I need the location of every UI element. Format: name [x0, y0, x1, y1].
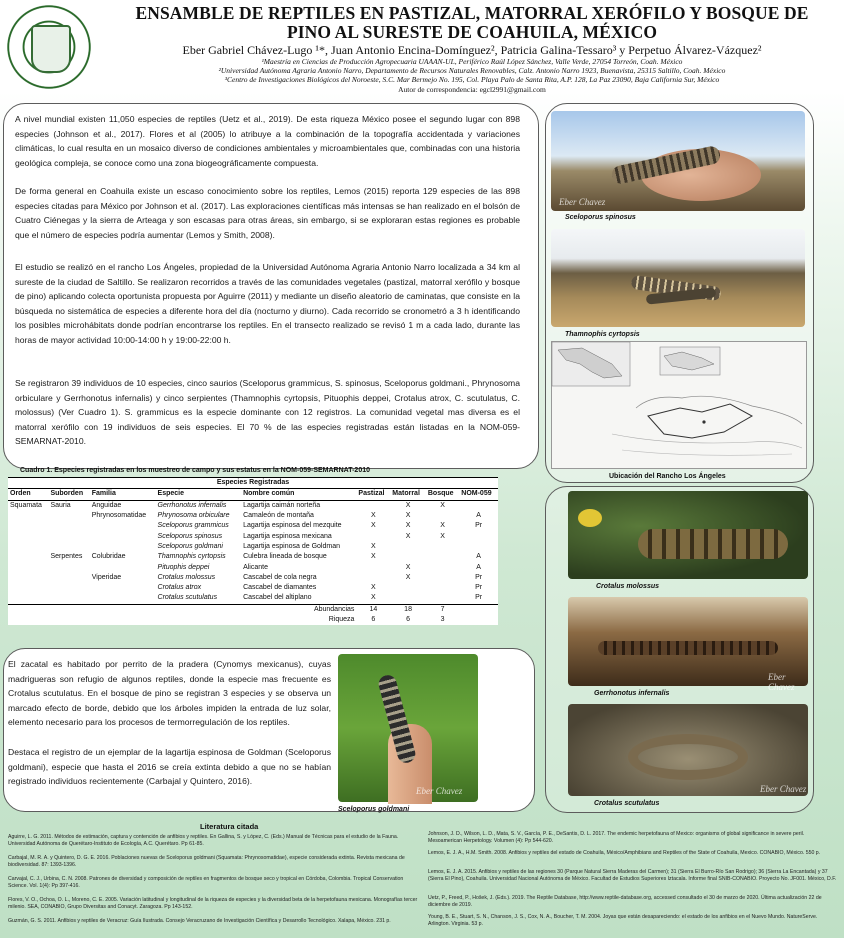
table-cell: Viperidae	[91, 573, 122, 581]
table-row	[8, 511, 498, 521]
results-paragraph: Se registraron 39 individuos de 10 especies, cinco saurios (Sceloporus grammicus, S. spinosus, Sceloporus goldmani., Phrynosoma orbiculare y Gerrhonotus infernalis) y cinco serpientes (Thamnophis cyrtopsis, Pituophis deppei, Crotalus atrox, C. scutulatus, C. molossus) (Ver Cuadro 1). S. grammicus es la especie dominante con 12 registros. La comunidad vegetal mas diversa es el matorral xerófilo con 19 individuos de seis especies. El 70 % de las especies registradas están listadas en la NOM-059-SEMARNAT-2010.	[15, 378, 520, 447]
reference-item: Lemos, E. J. A. 2015. Anfibios y reptiles de las regiones 30 (Parque Natural Sierra Maderas del Carmen); 31 (Sierra El Burro-Río San Rodrigo); 36 (Sierra La Encantada) y 37 (Sierra El Pino), Coahuila. Universidad Nacional Autónoma de México. Facultad de Estudios Superiores Iztacala. Informe final SNIB-CONABIO. Proyecto No. JF001. México, D.F.	[428, 869, 837, 882]
table-cell	[48, 562, 89, 572]
university-seal-logo	[3, 3, 95, 91]
caption-sceloporus-goldmani: Sceloporus goldmani	[338, 806, 410, 813]
col-bosque: Bosque	[426, 489, 459, 500]
table-cell: Crotalus molossus	[157, 573, 216, 581]
table-cell: X	[440, 501, 445, 509]
table-cell: X	[371, 522, 376, 530]
table-cell	[8, 552, 48, 562]
table-cell: Culebra lineada de bosque	[243, 553, 327, 561]
intro-paragraph-1: A nivel mundial existen 11,050 especies de reptiles (Uetz et al., 2019). De esta riqueza México posee el segundo lugar con 898 especies (Johnson et al., 2017). Flores et al (2005) lo atribuye a la combinación de la topografía accidentada y variaciones climáticas, lo cual resulta en un mosaico diverso de condiciones ambientales y microambientales que, combinadas con una historia geológica compleja, se conoce como una zona biogeográficamente compuesta.	[15, 114, 520, 168]
table-cell	[8, 511, 48, 521]
table-cell	[48, 542, 89, 552]
table-cell: Cascabel de diamantes	[243, 584, 317, 592]
table-cell: Lagartija espinosa de Goldman	[243, 542, 340, 550]
photo-watermark: Eber Chavez	[416, 786, 463, 796]
table-row	[8, 593, 498, 604]
table-cell	[90, 593, 156, 604]
reference-item: Guzmán, G. S. 2011. Anfibios y reptiles de Veracruz: Guía Ilustrada. Consejo Veracruzano de Investigación Científica y Desarrollo Tecnológico. Xalapa, México. 231 p.	[8, 918, 391, 924]
discussion-paragraph-2: Destaca el registro de un ejemplar de la lagartija espinosa de Goldman (Sceloporus goldmani), especie que hasta el 2016 se creía extinta debido a que no se habían registrado individuos recientemente (Carbajal y Quintero, 2016).	[8, 747, 331, 787]
table-row	[8, 542, 498, 552]
table-cell: Pr	[475, 522, 483, 530]
table-row	[8, 583, 498, 593]
table-cell: Lagartija espinosa mexicana	[243, 532, 332, 540]
table-cell: X	[440, 532, 445, 540]
table-cell	[426, 562, 459, 572]
col-suborden: Suborden	[48, 489, 89, 500]
table-cell: Cascabel del altiplano	[243, 594, 312, 602]
table-cell	[459, 542, 498, 552]
table-cell: X	[371, 542, 376, 550]
col-nombre-comun: Nombre común	[241, 489, 356, 500]
table-row	[8, 500, 498, 511]
table-cell: X	[405, 501, 411, 509]
caption-map: Ubicación del Rancho Los Ángeles	[609, 473, 726, 480]
sceloporus-spinosus-photo	[551, 111, 805, 211]
table-cell: Thamnophis cyrtopsis	[157, 553, 226, 561]
table-cell: X	[440, 522, 445, 530]
table-cell	[356, 531, 390, 541]
table-cell: X	[371, 594, 376, 602]
table-cell	[48, 593, 89, 604]
table-cell	[8, 531, 48, 541]
table-cell: Alicante	[243, 563, 268, 571]
reference-item: Carvajal, C. J., Urbina, C. N. 2008. Patrones de diversidad y composición de reptiles en fragmentos de bosque seco y tropical en Córdoba, Colombia. Tropical Conservation Science. Vol. 1(4): Pp 397-416.	[8, 876, 404, 889]
table-cell: X	[405, 573, 411, 581]
table-cell	[390, 542, 426, 552]
sceloporus-goldmani-photo	[338, 654, 478, 802]
table-cell: A	[476, 512, 481, 520]
table-cell: Lagartija caimán norteña	[243, 501, 321, 509]
table-header-row	[8, 489, 498, 500]
table-cell	[48, 521, 89, 531]
table-cell: Lagartija espinosa del mezquite	[243, 522, 342, 530]
table-cell: Phrynosoma orbiculare	[157, 512, 230, 520]
location-map	[551, 341, 807, 469]
riqueza-pastizal: 6	[371, 616, 376, 623]
table-cell	[48, 573, 89, 583]
title-line-2: PINO AL SURESTE DE COAHUILA, MÉXICO	[286, 22, 658, 42]
reference-item: Flores, V. O., Ochoa, O. L., Moreno, C. E. 2005. Variación latitudinal y longitudinal de la riqueza de especies y la diversidad beta de la herpetofauna mexicana. Monografías tercer milenio. SEA, CONABIO, Grupo Diversitas and Conacyt. Zaragoza. Pp 143-152.	[8, 897, 418, 910]
table-cell	[426, 573, 459, 583]
table-row	[8, 521, 498, 531]
caption-crotalus-molossus: Crotalus molossus	[596, 583, 660, 590]
reference-item: Johnson, J. D., Wilson, L. D., Mata, S. V., García, P. E., DeSantis, D. L. 2017. The endemic herpetofauna of Mexico: organisms of global significance in severe peril. Mesoamerican Herpetology. Volumen (4): Pp 544-620.	[428, 831, 805, 844]
table-cell: X	[405, 532, 411, 540]
table-cell	[426, 583, 459, 593]
abundancias-label: Abundancias	[8, 604, 356, 615]
title-line-1: ENSAMBLE DE REPTILES EN PASTIZAL, MATORRAL XERÓFILO Y BOSQUE DE	[135, 3, 809, 23]
table-cell: Serpentes	[50, 553, 83, 561]
table-cell	[8, 593, 48, 604]
table-cell: A	[476, 563, 481, 571]
table-cell: Anguidae	[91, 501, 122, 509]
table-cell	[90, 542, 156, 552]
crotalus-scutulatus-photo	[568, 704, 808, 796]
table-cell	[8, 562, 48, 572]
gerrhonotus-infernalis-photo	[568, 597, 808, 692]
table-cell	[48, 583, 89, 593]
table-cell	[8, 521, 48, 531]
intro-paragraph-2: De forma general en Coahuila existe un escaso conocimiento sobre los reptiles, Lemos (2015) reporta 129 especies de las 898 especies citadas para México por Johnson et al. (2017). Las exploraciones científicas más intensas se han realizado en el bolsón de Cuatro Ciénegas y la sierra de Arteaga y son escasas para otras áreas, sin embargo, si se exploraran estas regiones es probable que el número de especies podría aumentar (Lemos y Smith, 2008).	[15, 186, 520, 240]
table-cell	[90, 521, 156, 531]
table-cell: Pr	[475, 584, 483, 592]
correspondence-email: Autor de correspondencia: egcl2991@gmail.com	[398, 85, 546, 94]
table-cell: X	[371, 553, 376, 561]
col-especie: Especie	[156, 489, 242, 500]
table-cell: Squamata	[10, 501, 42, 509]
table-cell	[390, 552, 426, 562]
table-cell	[356, 573, 390, 583]
table-caption: Cuadro 1. Especies registradas en los muestreo de campo y sus estatus en la NOM-059-SEMARNAT-2010	[20, 467, 370, 474]
table-cell: Pituophis deppei	[157, 563, 210, 571]
species-table	[8, 477, 498, 625]
table-cell	[8, 542, 48, 552]
author-list: Eber Gabriel Chávez-Lugo ¹*, Juan Antonio Encina-Domínguez², Patricia Galina-Tessaro³ y Perpetuo Álvarez-Vázquez²	[182, 43, 762, 57]
table-cell	[90, 562, 156, 572]
table-cell	[390, 583, 426, 593]
table-cell	[459, 500, 498, 511]
table-cell	[48, 531, 89, 541]
affiliation-2: ²Universidad Autónoma Agraria Antonio Narro, Departamento de Recursos Naturales Renovables, Calz. Antonio Narro 1923, Buenavista, 25315 Saltillo, Coah. México	[218, 66, 726, 75]
reference-item: Aguirre, L. G. 2011. Métodos de estimación, captura y contención de anfibios y reptiles. En Gallina, S. y López, C. (Eds.) Manual de Técnicas para el estudio de la Fauna. Universidad Autónoma de Querétaro-Instituto de Ecología, A.C. Querétaro. Pp 61-85.	[8, 834, 399, 847]
photo-watermark: Eber Chavez	[768, 672, 795, 692]
methods-paragraph: El estudio se realizó en el rancho Los Ángeles, propiedad de la Universidad Autónoma Agraria Antonio Narro localizada a 34 km al sureste de la ciudad de Saltillo. Se realizaron recorridos a través de las comunidades vegetales (pastizal, matorral xerófilo y bosque de pino) aplicando colecta oportunista propuesta por Aguirre (2011) y mediante un diseño aleatorio de caminatas, que consiste en la búsqueda no sistemática de especies a diferente hora del día (nocturno y diurno). Cada recorrido se cronometró a 3 h identificando los posibles microhábitats donde podrían encontrarse los reptiles. En el transecto realizado se revisó 1 m a cada lado, durante las horas de mayor actividad 10:00-14:00 h y 19:00-22:00 h.	[15, 262, 520, 345]
table-row	[8, 531, 498, 541]
table-cell: Pr	[475, 594, 483, 602]
riqueza-bosque: 3	[440, 616, 445, 623]
table-cell	[90, 583, 156, 593]
table-cell: A	[476, 553, 481, 561]
caption-gerrhonotus-infernalis: Gerrhonotus infernalis	[594, 690, 670, 697]
table-row	[8, 562, 498, 572]
table-row	[8, 573, 498, 583]
reference-item: Lemos, E. J. A., H.M. Smith. 2008. Anfibios y reptiles del estado de Coahuila, México/Amphibians and Reptiles of the State of Coahuila, Mexico. CONABIO, México. 550 p.	[428, 850, 821, 856]
table-cell: Sceloporus grammicus	[157, 522, 229, 530]
table-cell: X	[405, 512, 411, 520]
affiliation-1: ¹Maestría en Ciencias de Producción Agropecuaria UAAAN-UL, Periférico Raúl López Sánchez, Valle Verde, 27054 Torreón, Coah. México	[261, 57, 683, 66]
caption-crotalus-scutulatus: Crotalus scutulatus	[594, 800, 660, 807]
affiliation-3: ³Centro de Investigaciones Biológicos del Noroeste, S.C. Mar Bermejo No. 195, Col. Playa Palo de Santa Rita, A.P. 128, La Paz 23090, Baja California Sur, México	[224, 75, 720, 84]
table-cell: Gerrhonotus infernalis	[157, 501, 227, 509]
table-cell	[8, 573, 48, 583]
thamnophis-cyrtopsis-photo	[551, 229, 805, 327]
reference-item: Young, B. E., Stuart, S. N., Chanson, J. S., Cox, N. A., Boucher, T. M. 2004. Joyas que están desapareciendo: el estado de los anfibios en el Nuevo Mundo. NatureServe. Arlington. Virginia. 53 p.	[428, 914, 818, 927]
col-pastizal: Pastizal	[356, 489, 390, 500]
photo-watermark: Eber Chavez	[559, 197, 606, 207]
poster-title	[100, 4, 844, 42]
table-cell	[8, 583, 48, 593]
crotalus-molossus-photo	[568, 491, 808, 579]
map-graphic	[552, 342, 806, 468]
references-title: Literatura citada	[200, 822, 259, 831]
table-cell	[426, 542, 459, 552]
caption-sceloporus-spinosus: Sceloporus spinosus	[565, 214, 636, 221]
table-cell: X	[405, 522, 411, 530]
table-cell: X	[405, 563, 411, 571]
table-cell: Crotalus atrox	[157, 584, 202, 592]
table-cell: Sauria	[50, 501, 71, 509]
table-cell: Camaleón de montaña	[243, 512, 314, 520]
abundancia-pastizal: 14	[356, 604, 390, 615]
abundancia-matorral: 18	[390, 604, 426, 615]
table-cell: Colubridae	[91, 553, 126, 561]
riqueza-matorral: 6	[406, 616, 411, 623]
reference-item: Carbajal, M. R. A. y Quintero, D. G. E. 2016. Poblaciones nuevas de Sceloporus goldmani (Squamata: Phrynosomatidae), especie considerada extinta. Revista mexicana de biodiversidad. 87: 1393-1396.	[8, 855, 405, 868]
table-cell	[426, 593, 459, 604]
table-banner: Especies Registradas	[8, 478, 498, 489]
table-cell	[48, 511, 89, 521]
table-row	[8, 552, 498, 562]
photo-watermark: Eber Chavez	[760, 784, 807, 794]
table-cell: Cascabel de cola negra	[243, 573, 317, 581]
table-cell	[426, 511, 459, 521]
table-cell: Phrynosomatidae	[91, 512, 147, 520]
abundancia-bosque: 7	[426, 604, 459, 615]
table-cell	[90, 531, 156, 541]
table-cell: Sceloporus spinosus	[157, 532, 223, 540]
table-cell: X	[371, 584, 376, 592]
discussion-paragraph-1: El zacatal es habitado por perrito de la pradera (Cynomys mexicanus), cuyas madrigueras son refugio de algunos reptiles, donde la especie mas frecuente es Crotalus scutulatus. En el bosque de pino se registran 3 especies y se observa un marcado efecto de borde, debido que los árboles impiden la entrada de luz solar, elemento necesario para los procesos de termorregulación de los reptiles.	[8, 659, 331, 728]
col-familia: Familia	[90, 489, 156, 500]
table-body	[8, 500, 498, 604]
table-cell: X	[371, 512, 376, 520]
table-cell: Sceloporus goldmani	[157, 542, 223, 550]
col-nom059: NOM-059	[459, 489, 498, 500]
table-cell	[356, 500, 390, 511]
col-matorral: Matorral	[390, 489, 426, 500]
table-cell: Crotalus scutulatus	[157, 594, 218, 602]
table-cell	[426, 552, 459, 562]
caption-thamnophis-cyrtopsis: Thamnophis cyrtopsis	[565, 331, 640, 338]
table-row-riqueza	[8, 615, 498, 625]
reference-item: Uetz, P., Freed, P., Hošek, J. (Eds.). 2019. The Reptile Database, http://www.reptile-database.org, accessed consultado el 30 de marzo de 2020. Última actualización 22 de diciembre de 2019.	[428, 895, 822, 908]
table-cell	[390, 593, 426, 604]
table-cell	[459, 531, 498, 541]
table-cell	[356, 562, 390, 572]
table-cell: Pr	[475, 573, 483, 581]
col-orden: Orden	[8, 489, 48, 500]
riqueza-label: Riqueza	[328, 616, 355, 623]
table-row-abundancias	[8, 604, 498, 615]
